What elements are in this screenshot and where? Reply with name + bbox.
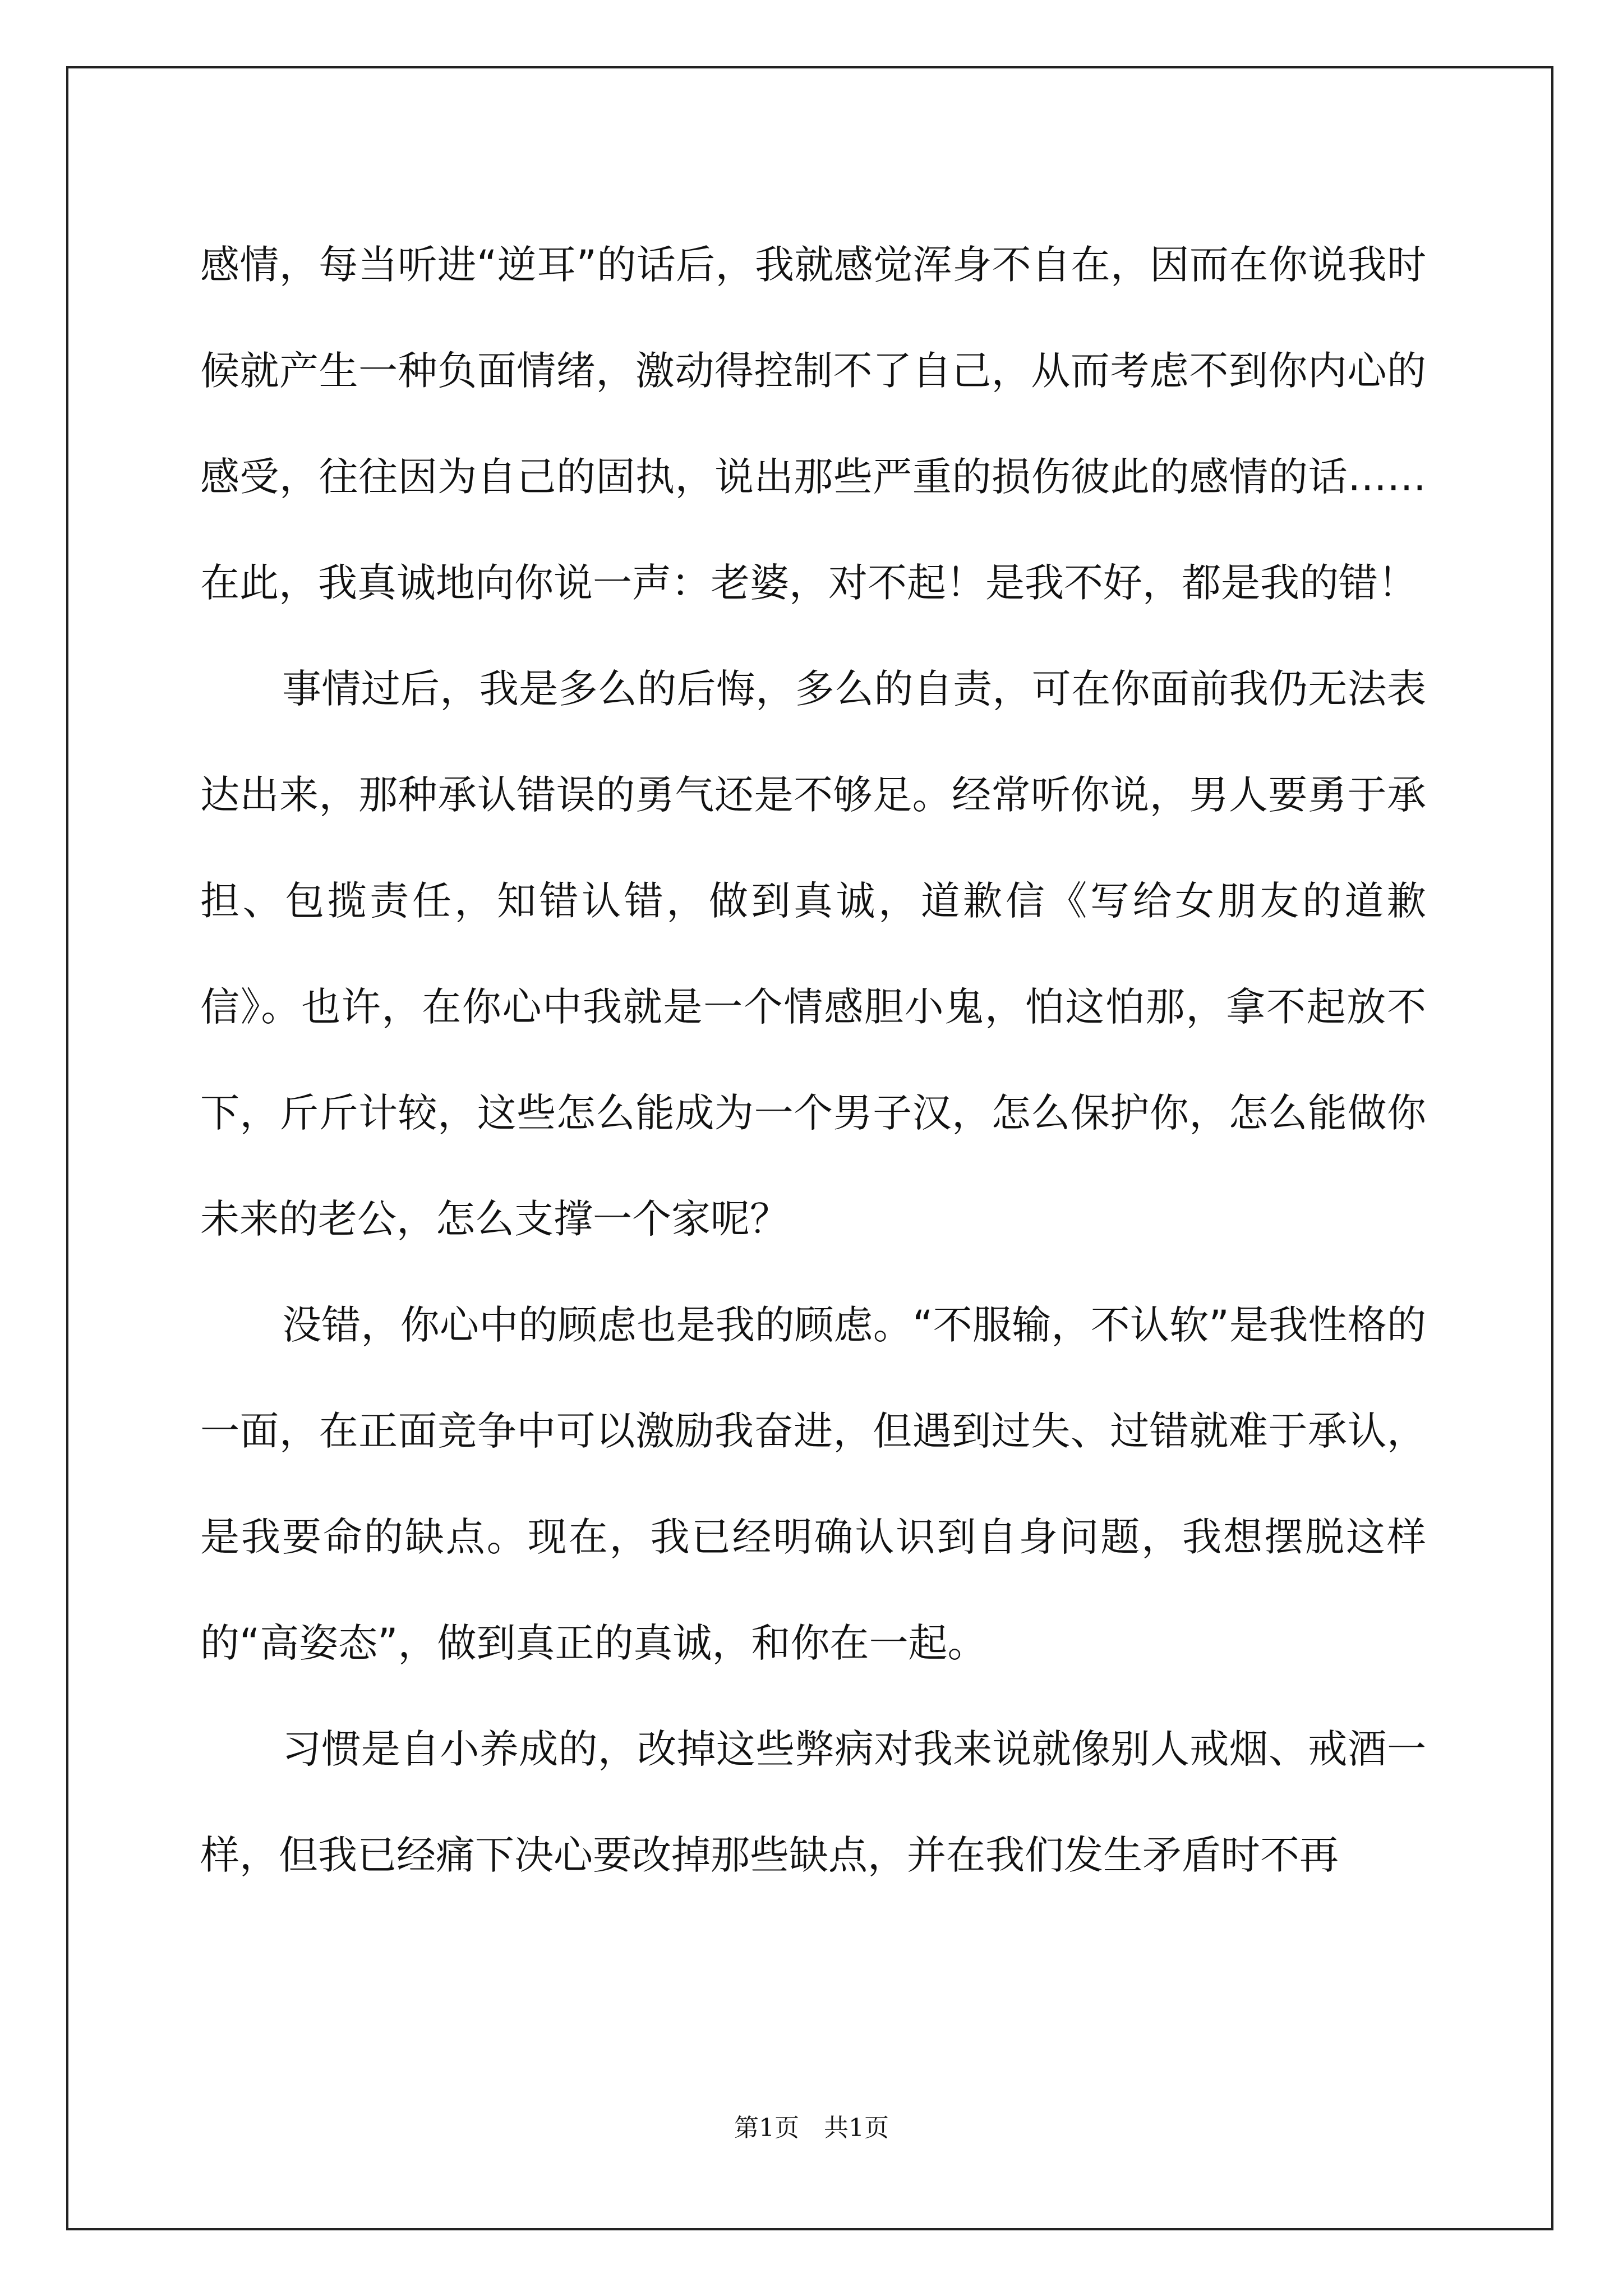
paragraph-2: 事情过后，我是多么的后悔，多么的自责，可在你面前我仍无法表达出来，那种承认错误的勇气还是不够足。经常听你说，男人要勇于承担、包揽责任，知错认错，做到真诚，道歉信《写给女朋友的道歉信》。也许，在你心中我就是一个情感胆小鬼，怕这怕那，拿不起放不下，斤斤计较，这些怎么能成为一个男子汉，怎么保护你，怎么能做你未来的老公，怎么支撑一个家呢？ bbox=[200, 666, 1426, 1242]
paragraph-3: 没错，你心中的顾虑也是我的顾虑。“不服输，不认软”是我性格的一面，在正面竞争中可以激励我奋进，但遇到过失、过错就难于承认，是我要命的缺点。现在，我已经明确认识到自身问题，我想摆脱这样的“高姿态”，做到真正的真诚，和你在一起。 bbox=[200, 1302, 1426, 1666]
paragraph-1: 感情，每当听进“逆耳”的话后，我就感觉浑身不自在，因而在你说我时候就产生一种负面情绪，激动得控制不了自己，从而考虑不到你内心的感受，往往因为自己的固执，说出那些严重的损伤彼此的感情的话……在此，我真诚地向你说一声：老婆，对不起！是我不好，都是我的错！ bbox=[200, 242, 1426, 606]
page-footer: 第1页 共1页 bbox=[734, 2114, 889, 2142]
document-body bbox=[200, 212, 1426, 1908]
paragraph-4: 习惯是自小养成的，改掉这些弊病对我来说就像别人戒烟、戒酒一样，但我已经痛下决心要改掉那些缺点，并在我们发生矛盾时不再 bbox=[200, 1726, 1426, 1878]
